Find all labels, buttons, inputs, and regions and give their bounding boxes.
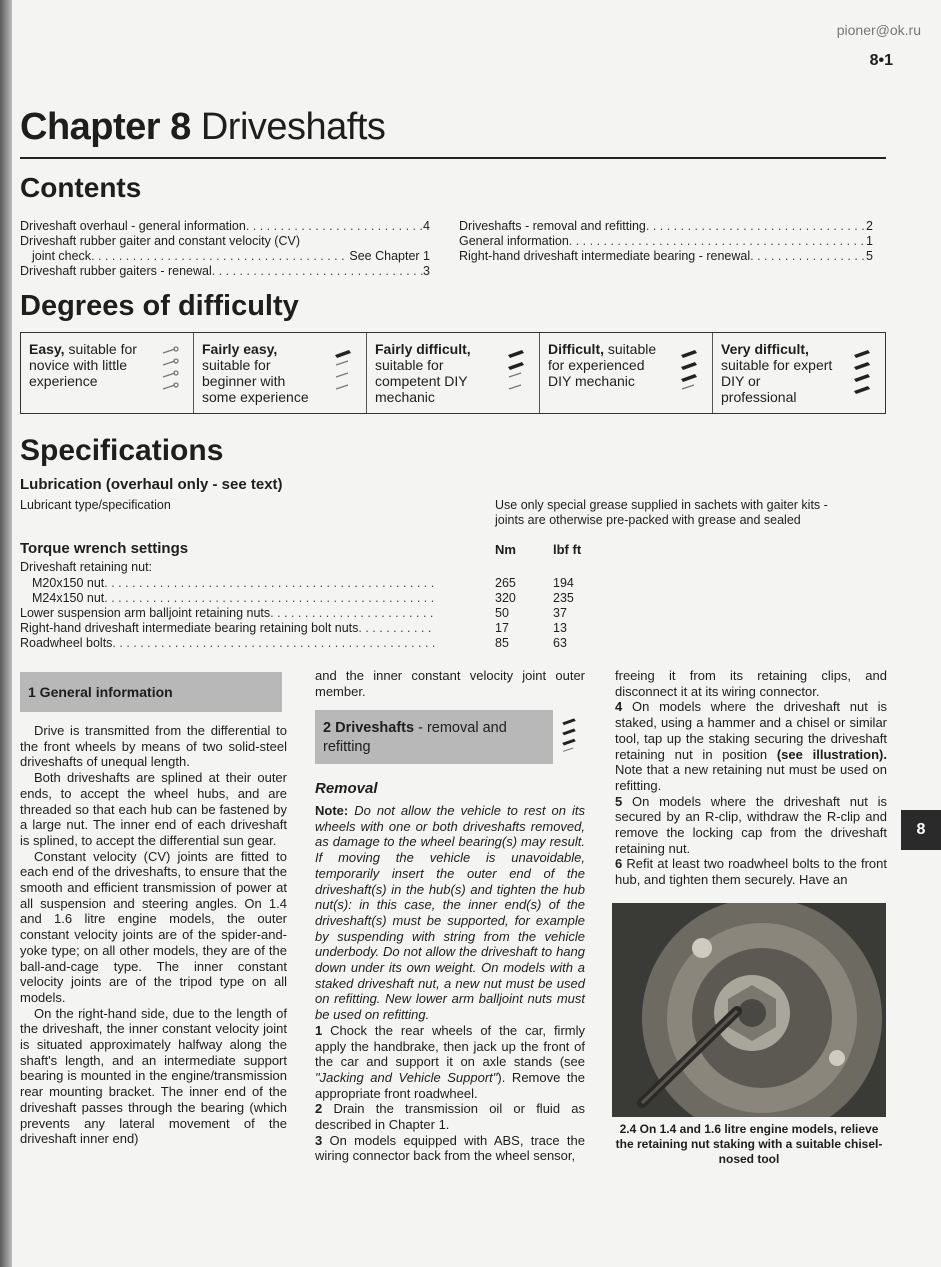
step-text: Note that a new retaining nut must be used on refitting. [615,762,887,793]
lubrication-heading: Lubrication (overhaul only - see text) [20,476,283,493]
toc-title: joint check [32,249,92,263]
spec-value: Use only special grease supplied in sachets with gaiter kits - [495,498,828,512]
spanner-icon-section-2 [558,712,580,762]
paragraph: Drive is transmitted from the differential to the front wheels by means of two solid-steel driveshafts of unequal length. [20,723,287,770]
row-label-wrap [20,606,435,621]
difficulty-text: beginner with [202,373,286,389]
section-1-body [20,723,287,1147]
toc-title: Right-hand driveshaft intermediate bearing - renewal [459,249,751,263]
difficulty-level-easy [21,333,194,413]
difficulty-text: professional [721,389,797,405]
note-label: Note: [315,803,349,818]
chapter-tab: 8 [901,810,941,850]
watermark: pioner@ok.ru [836,22,921,38]
step-reference: (see illustration). [776,746,887,762]
difficulty-heading: Degrees of difficulty [20,290,299,322]
difficulty-text: suitable for [375,357,444,373]
toc-title: General information [459,234,569,248]
step-reference: "Jacking and Vehicle Support" [315,1069,498,1085]
page-number: 8•1 [869,52,893,69]
step-text: On models where the driveshaft nut is staked, using a hammer and a chisel or similar tool, tap up the staking securing the driveshaft retaining nut in position [615,699,887,762]
row-label-wrap [20,621,435,636]
paragraph: freeing it from its retaining clips, and disconnect it at its wiring connector. [615,668,887,699]
contents-heading: Contents [20,172,142,203]
toc-ref: 4 [423,219,430,233]
paragraph: Both driveshafts are splined at their outer ends, to accept the wheel hubs, and are threaded so that each hub can be fastened by a large nut. The inner end of each driveshaft is splined, to accept the differential sun gear. [20,770,287,848]
spanner-icon-4 [676,345,702,399]
difficulty-level-difficult [540,333,713,413]
toc-title: Driveshaft rubber gaiters - renewal [20,264,212,278]
column-3-body [615,668,887,888]
spanner-icon-5 [849,345,875,399]
column-lbf: lbf ft [553,542,582,557]
step-number: 5 [615,793,623,809]
lubricant-row [20,498,435,513]
difficulty-text: experience [29,373,98,389]
step-number: 2 [315,1101,323,1117]
torque-heading: Torque wrench settings [20,540,189,557]
difficulty-scale [20,332,886,414]
difficulty-text: for experienced [548,357,645,373]
difficulty-level-very-difficult [713,333,885,413]
section-2-header [315,710,553,764]
value-lbf: 37 [553,606,567,620]
value-nm: 320 [495,591,516,605]
difficulty-label: Very difficult, [721,341,809,357]
spec-label: Lubricant type/specification [20,498,171,512]
toc-entry[interactable] [20,219,430,234]
difficulty-text: suitable [607,341,657,357]
chapter-name: Driveshafts [200,106,386,148]
difficulty-level-fairly-easy [194,333,367,413]
toc-title: Driveshaft overhaul - general information [20,219,246,233]
chapter-prefix: Chapter 8 [20,106,191,148]
row-label-wrap [20,636,435,651]
lubricant-value [495,498,828,528]
figure-caption: 2.4 On 1.4 and 1.6 litre engine models, relieve the retaining nut staking with a suitable chisel-nosed tool [615,1122,883,1166]
column-nm: Nm [495,542,516,557]
toc-ref: 2 [866,219,873,233]
toc-entry[interactable] [20,249,430,264]
value-lbf: 235 [553,591,574,605]
spanner-icon-1 [157,345,183,399]
specifications-heading: Specifications [20,434,224,467]
contents-right [459,219,873,264]
value-nm: 50 [495,606,509,620]
step-text: ). Remove the appropriate front roadwheel. [315,1069,585,1101]
spec-label: Lower suspension arm balljoint retaining nuts [20,606,271,620]
spec-label: Right-hand driveshaft intermediate bearing retaining bolt nuts [20,621,359,635]
step-number: 4 [615,699,623,715]
row-label-wrap [32,576,435,591]
value-lbf: 194 [553,576,574,590]
toc-entry[interactable] [20,234,430,249]
value-nm: 17 [495,621,509,635]
contents-left [20,219,430,279]
toc-entry[interactable] [459,249,873,264]
step-number: 1 [315,1022,323,1038]
toc-ref: See Chapter 1 [349,249,430,263]
torque-group: Driveshaft retaining nut: [20,560,153,574]
step-number: 6 [615,856,623,872]
toc-entry[interactable] [459,234,873,249]
difficulty-label: Difficult, [548,341,604,357]
paragraph: Constant velocity (CV) joints are fitted to each end of the driveshafts, to ensure that the smooth and efficient transmission of power at all suspension and steering angles. On 1.4 and 1.6 litre engine models, the outer constant velocity joints are of the spider-and-yoke type; on all other models, they are of the ball-and-cage type. The inner constant velocity joints are of the tripod type on all models. [20,848,287,1005]
difficulty-text: suitable for [68,341,137,357]
difficulty-text: suitable for expert [721,357,833,373]
section-1-header [20,672,282,712]
step-number: 3 [315,1132,323,1148]
title-rule [20,157,886,159]
row-label-wrap [32,591,435,606]
section-title: 2 Driveshafts [323,720,415,736]
value-nm: 85 [495,636,509,650]
paragraph: On the right-hand side, due to the length of the driveshaft, the inner constant velocity joint is situated approximately halfway along the shaft's length, and an intermediate support bearing is mounted in the engine/transmission rear mounting bracket. The inner end of the driveshaft passes through the bearing (which prevents any lateral movement of the driveshaft inner end) [20,1005,287,1147]
spanner-icon-2 [330,345,356,399]
step-text: Refit at least two roadwheel bolts to the front hub, and tighten them securely. Have an [615,856,887,888]
value-nm: 265 [495,576,516,590]
section-title: 1 General information [28,684,173,700]
toc-entry[interactable] [20,264,430,279]
spec-value: joints are otherwise pre-packed with grease and sealed [495,513,801,527]
spanner-icon-3 [503,345,529,399]
difficulty-text: novice with little [29,357,128,373]
difficulty-label: Fairly easy, [202,341,278,357]
binding-shadow [0,0,12,1267]
toc-ref: 3 [423,264,430,278]
difficulty-text: some experience [202,389,309,405]
removal-heading: Removal [315,780,378,797]
chapter-title [20,106,385,149]
value-lbf: 63 [553,636,567,650]
value-lbf: 13 [553,621,567,635]
toc-title: Driveshaft rubber gaiter and constant velocity (CV) [20,234,300,248]
section-2-body [315,803,585,1164]
toc-entry[interactable] [459,219,873,234]
difficulty-text: mechanic [375,389,435,405]
toc-ref: 1 [866,234,873,248]
step-text: Drain the transmission oil or fluid as described in Chapter 1. [315,1101,585,1133]
spec-label: M20x150 nut [32,576,105,590]
difficulty-level-fairly-difficult [367,333,540,413]
difficulty-text: DIY mechanic [548,373,635,389]
note-text: Do not allow the vehicle to rest on its wheels with one or both driveshafts removed, as damage to the wheel bearing(s) may result. If moving the vehicle is unavoidable, temporarily insert the outer end of the driveshaft(s) in the hub(s) and tighten the hub nut(s): in this case, the inner end(s) of the driveshaft(s) must be supported, for example by suspending with string from the vehicle underbody. Do not allow the driveshaft to hang down under its own weight. On models with a staked driveshaft nut, a new nut must be used on refitting. New lower arm balljoint nuts must be used on refitting. [315,803,585,1023]
spec-label: Roadwheel bolts [20,636,113,650]
difficulty-text: suitable for [202,357,271,373]
difficulty-text: competent DIY [375,373,468,389]
difficulty-label: Fairly difficult, [375,341,471,357]
step-text: Chock the rear wheels of the car, firmly apply the handbrake, then jack up the front of the car and support it on axle stands (see [315,1022,585,1070]
toc-ref: 5 [866,249,873,263]
toc-title: Driveshafts - removal and refitting [459,219,646,233]
step-text: On models where the driveshaft nut is secured by an R-clip, withdraw the R-clip and remove the locking cap from the driveshaft retaining nut. [615,793,887,856]
step-text: On models equipped with ABS, trace the wiring connector back from the wheel sensor, [315,1132,585,1164]
paragraph: and the inner constant velocity joint outer member. [315,668,585,699]
hub-nut-photo [612,903,886,1117]
section-1-continuation [315,668,585,699]
difficulty-label: Easy, [29,341,65,357]
spec-label: M24x150 nut [32,591,105,605]
difficulty-text: DIY or [721,373,761,389]
section-title-rest: - removal and refitting [323,720,507,755]
